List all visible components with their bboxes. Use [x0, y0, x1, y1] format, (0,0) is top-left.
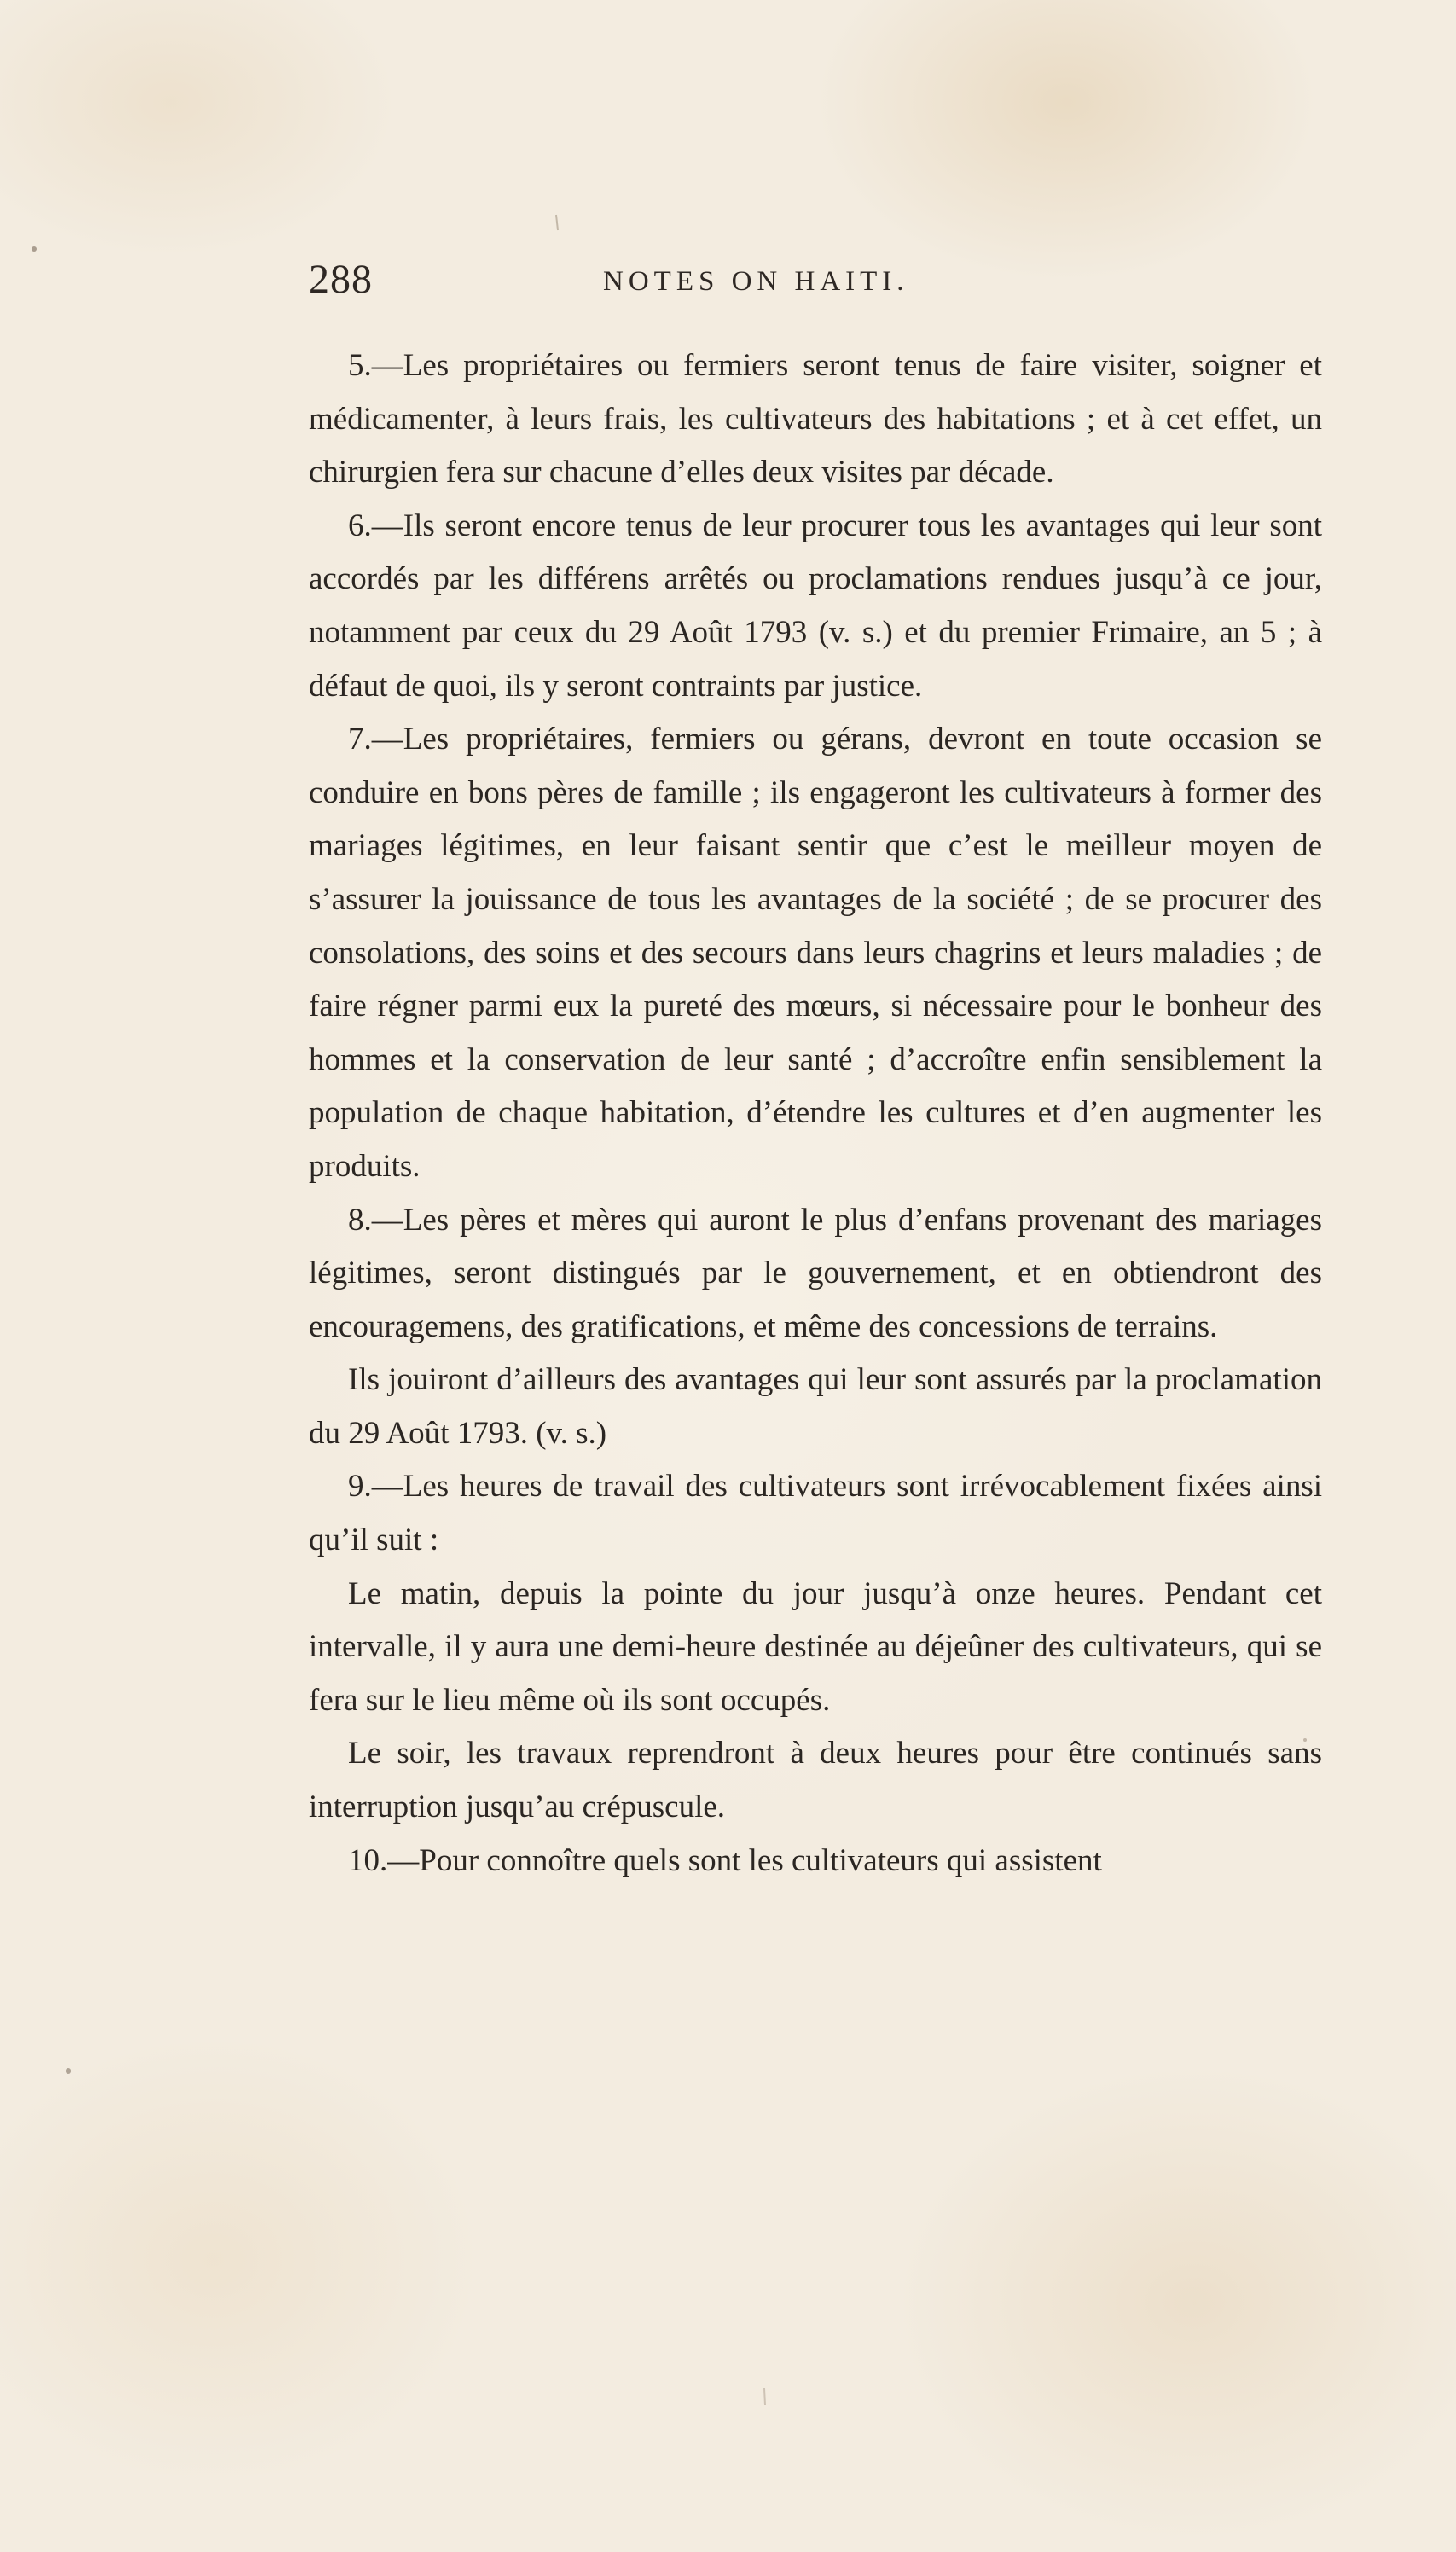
paper-speck — [66, 2068, 71, 2074]
paragraph-article-10: 10.—Pour connoître quels sont les cultivateurs qui assistent — [348, 1842, 1102, 1878]
paper-speck — [32, 246, 37, 252]
paragraph-article-7: 7.—Les propriétaires, fermiers ou gérans, devront en toute occasion se conduire en bons pères de famille ; ils engageront les cultivateurs à former des mariages légitimes, en leur faisant sentir que c’est le meilleur moyen de s’assurer la jouissance de tous les avantages de la société ; de se procurer des consolations, des soins et des secours dans leurs chagrins et leurs maladies ; de faire régner parmi eux la pureté des mœurs, si nécessaire pour le bonheur des hommes et la conservation de leur santé ; d’accroître enfin sensiblement la population de chaque habitation, d’étendre les cultures et d’en augmenter les produits. — [309, 722, 1322, 1184]
paragraph-article-8-continued: Ils jouiront d’ailleurs des avantages qui leur sont assurés par la proclamation du 29 Août 1793. (v. s.) — [309, 1362, 1322, 1451]
page-header — [309, 256, 1332, 307]
page-number: 288 — [309, 257, 373, 302]
paper-speck — [764, 2388, 765, 2405]
running-head: NOTES ON HAITI. — [603, 266, 909, 297]
paper-speck — [556, 215, 558, 230]
paragraph-evening-hours: Le soir, les travaux reprendront à deux heures pour être continués sans interruption jusqu’au crépuscule. — [309, 1736, 1322, 1825]
paragraph-article-8: 8.—Les pères et mères qui auront le plus d’enfans provenant des mariages légitimes, seront distingués par le gouvernement, et en obtiendront des encouragemens, des gratifications, et même des concessions de terrains. — [309, 1202, 1322, 1344]
paragraph-article-6: 6.—Ils seront encore tenus de leur procurer tous les avantages qui leur sont accordés par les différens arrêtés ou proclamations rendues jusqu’à ce jour, notamment par ceux du 29 Août 1793 (v. s.) et du premier Frimaire, an 5 ; à défaut de quoi, ils y seront contraints par justice. — [309, 508, 1322, 704]
paragraph-article-5: 5.—Les propriétaires ou fermiers seront tenus de faire visiter, soigner et médicamenter, à leurs frais, les cultivateurs des habitations ; et à cet effet, un chirurgien fera sur chacune d’elles deux visites par décade. — [309, 348, 1322, 490]
text-body — [309, 339, 1322, 1888]
paragraph-article-9: 9.—Les heures de travail des cultivateurs sont irrévocablement fixées ainsi qu’il suit : — [309, 1469, 1322, 1558]
paragraph-morning-hours: Le matin, depuis la pointe du jour jusqu’à onze heures. Pendant cet intervalle, il y aura une demi-heure destinée au déjeûner des cultivateurs, qui se fera sur le lieu même où ils sont occupés. — [309, 1575, 1322, 1718]
